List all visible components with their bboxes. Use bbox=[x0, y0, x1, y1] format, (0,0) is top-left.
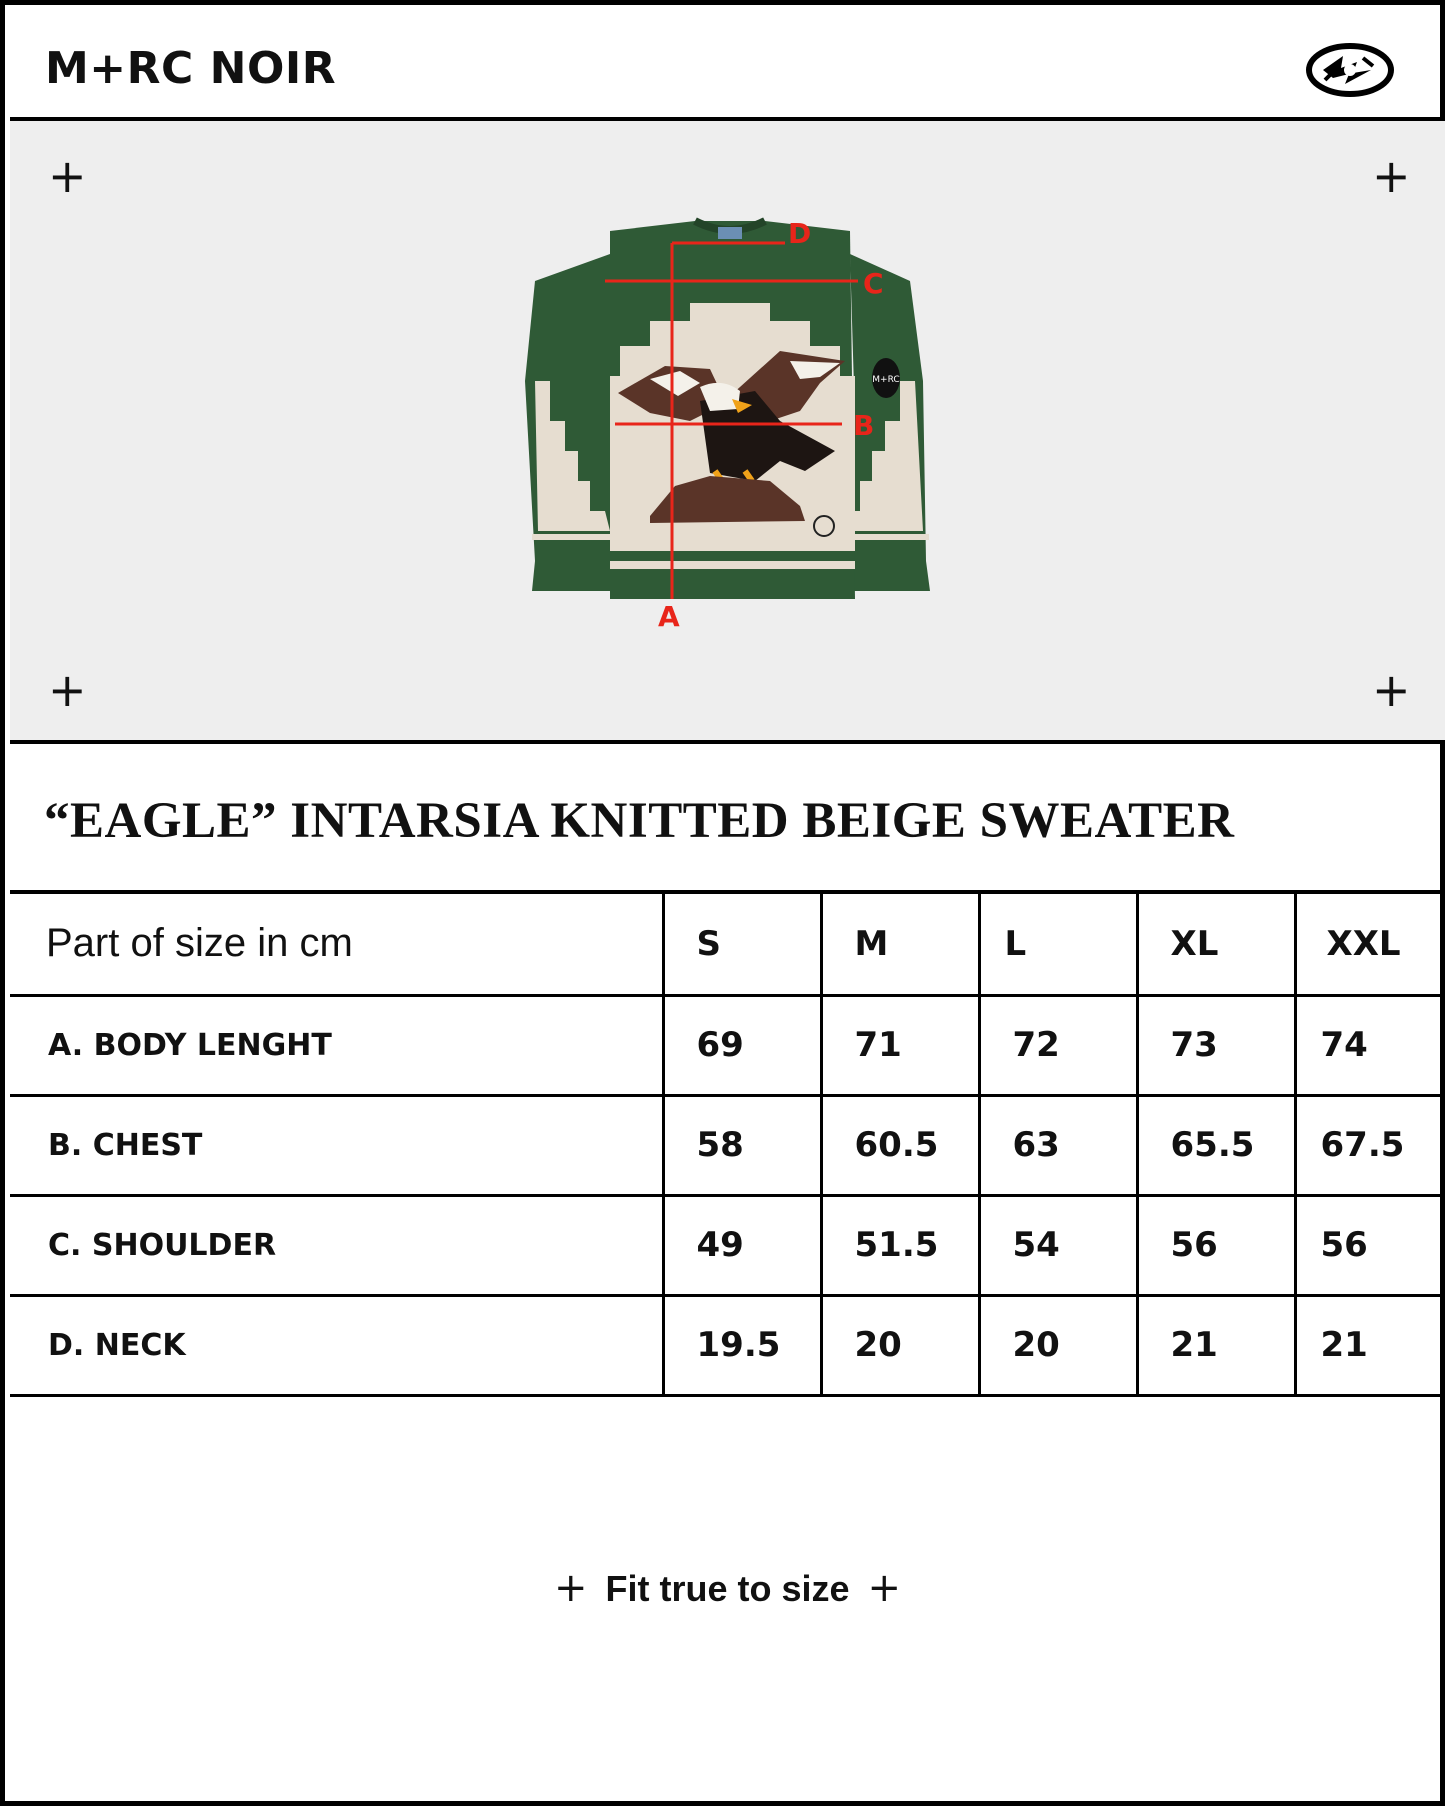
corner-plus-icon: + bbox=[48, 149, 87, 203]
row-label: B. CHEST bbox=[10, 1095, 663, 1195]
size-table bbox=[10, 894, 1445, 1397]
product-title: “EAGLE” INTARSIA KNITTED BEIGE SWEATER bbox=[44, 793, 1235, 849]
row-label: A. BODY LENGHT bbox=[10, 995, 663, 1095]
header bbox=[10, 10, 1445, 121]
measure-label-d: D bbox=[788, 217, 812, 250]
measure-label-c: C bbox=[863, 267, 884, 300]
table-cell: 49 bbox=[663, 1195, 821, 1295]
table-cell: 21 bbox=[1295, 1295, 1445, 1395]
table-header-label: Part of size in cm bbox=[10, 894, 663, 995]
mrc-eye-logo-icon bbox=[1305, 40, 1395, 100]
table-cell: 20 bbox=[821, 1295, 979, 1395]
table-cell: 51.5 bbox=[821, 1195, 979, 1295]
table-row bbox=[10, 1295, 1445, 1395]
corner-plus-icon: + bbox=[1372, 149, 1411, 203]
table-cell: 58 bbox=[663, 1095, 821, 1195]
fit-note bbox=[5, 1565, 1445, 1611]
table-cell: 65.5 bbox=[1137, 1095, 1295, 1195]
plus-icon: + bbox=[867, 1565, 902, 1611]
table-cell: 20 bbox=[979, 1295, 1137, 1395]
title-band bbox=[10, 744, 1445, 894]
table-cell: 63 bbox=[979, 1095, 1137, 1195]
table-cell: 71 bbox=[821, 995, 979, 1095]
table-row bbox=[10, 1095, 1445, 1195]
size-column-header: S bbox=[663, 894, 821, 995]
sleeve-patch-text: M+RC bbox=[872, 375, 900, 385]
table-cell: 19.5 bbox=[663, 1295, 821, 1395]
table-cell: 73 bbox=[1137, 995, 1295, 1095]
measure-label-a: A bbox=[658, 600, 680, 633]
table-row bbox=[10, 995, 1445, 1095]
table-cell: 60.5 bbox=[821, 1095, 979, 1195]
table-cell: 67.5 bbox=[1295, 1095, 1445, 1195]
corner-plus-icon: + bbox=[48, 663, 87, 717]
row-label: D. NECK bbox=[10, 1295, 663, 1395]
row-label: C. SHOULDER bbox=[10, 1195, 663, 1295]
size-column-header: XXL bbox=[1295, 894, 1445, 995]
product-image-area bbox=[10, 121, 1445, 744]
table-cell: 21 bbox=[1137, 1295, 1295, 1395]
table-row bbox=[10, 1195, 1445, 1295]
corner-plus-icon: + bbox=[1372, 663, 1411, 717]
table-header-row bbox=[10, 894, 1445, 995]
table-cell: 74 bbox=[1295, 995, 1445, 1095]
table-cell: 56 bbox=[1295, 1195, 1445, 1295]
table-cell: 72 bbox=[979, 995, 1137, 1095]
sweater-image bbox=[10, 121, 1445, 740]
table-cell: 54 bbox=[979, 1195, 1137, 1295]
size-column-header: XL bbox=[1137, 894, 1295, 995]
table-cell: 69 bbox=[663, 995, 821, 1095]
table-cell: 56 bbox=[1137, 1195, 1295, 1295]
measure-label-b: B bbox=[853, 409, 875, 442]
brand-name: M+RC NOIR bbox=[45, 43, 337, 94]
size-column-header: M bbox=[821, 894, 979, 995]
plus-icon: + bbox=[553, 1565, 588, 1611]
size-column-header: L bbox=[979, 894, 1137, 995]
fit-note-text: Fit true to size bbox=[605, 1568, 850, 1609]
